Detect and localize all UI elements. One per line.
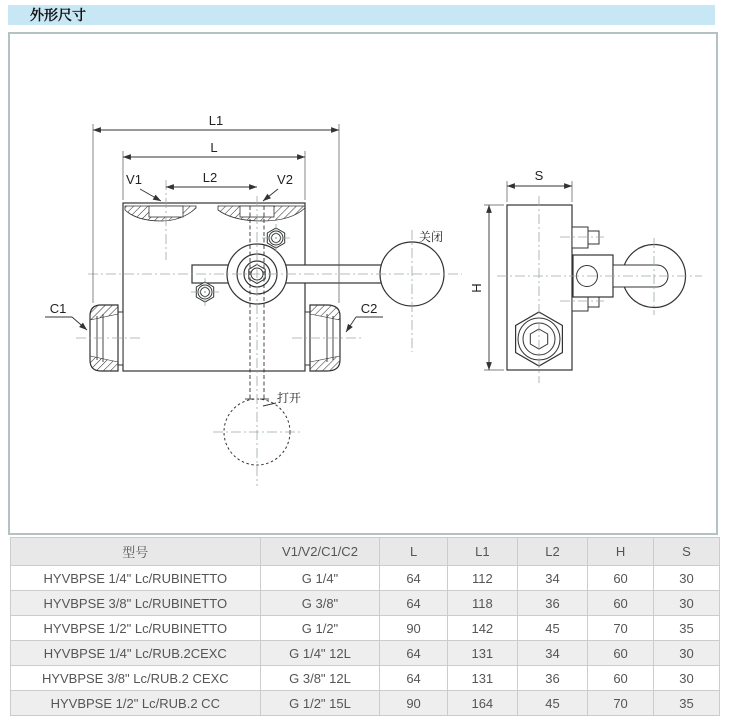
table-row [11,616,720,641]
dim-label-l2: L2 [202,170,218,185]
table-cell: G 3/8" [260,591,380,616]
table-cell: 34 [517,641,587,666]
table-row [11,691,720,716]
table-cell: 64 [380,641,447,666]
dim-label-s: S [534,168,544,183]
table-cell: 30 [654,641,720,666]
table-cell: 142 [447,616,517,641]
front-view [90,203,444,465]
table-row [11,591,720,616]
table-cell: G 1/2" 15L [260,691,380,716]
port-label-c2: C2 [360,301,378,316]
table-cell: G 3/8" 12L [260,666,380,691]
table-header-cell: L2 [517,538,587,566]
table-cell: 70 [588,616,654,641]
table-cell: 118 [447,591,517,616]
table-cell: 34 [517,566,587,591]
port-label-v1: V1 [126,172,142,187]
table-cell: G 1/4" [260,566,380,591]
table-cell: 90 [380,691,447,716]
table-cell: G 1/2" [260,616,380,641]
table-header-cell: H [588,538,654,566]
table-cell: 60 [588,641,654,666]
table-cell: 64 [380,591,447,616]
table-cell: HYVBPSE 1/2" Lc/RUB.2 CC [11,691,261,716]
state-label-open: 打开 [277,391,302,405]
table-cell: 45 [517,616,587,641]
state-label-closed: 关闭 [419,230,444,244]
table-cell: 64 [380,566,447,591]
port-label-v2: V2 [277,172,293,187]
table-cell: 45 [517,691,587,716]
table-cell: 60 [588,566,654,591]
table-cell: 64 [380,666,447,691]
table-cell: 112 [447,566,517,591]
table-header-cell: V1/V2/C1/C2 [260,538,380,566]
table-header-row [11,538,720,566]
drawing-panel [8,32,718,535]
table-cell: HYVBPSE 3/8" Lc/RUBINETTO [11,591,261,616]
table-cell: HYVBPSE 3/8" Lc/RUB.2 CEXC [11,666,261,691]
dim-label-h: H [469,283,484,293]
table-cell: G 1/4" 12L [260,641,380,666]
table-header-cell: L1 [447,538,517,566]
table-cell: 35 [654,691,720,716]
dimension-drawing [10,34,716,533]
table-cell: HYVBPSE 1/4" Lc/RUBINETTO [11,566,261,591]
table-header-cell: S [654,538,720,566]
table-cell: 30 [654,666,720,691]
section-header-bar [8,5,715,25]
dim-label-l1: L1 [208,113,224,128]
table-cell: 90 [380,616,447,641]
table-cell: 131 [447,641,517,666]
side-view [507,205,686,370]
mount-tab-top [572,227,599,248]
dim-label-l: L [210,140,218,155]
table-cell: 60 [588,591,654,616]
table-row [11,566,720,591]
table-cell: 131 [447,666,517,691]
table-row [11,666,720,691]
page-title: 外形尺寸 [30,7,86,23]
table-cell: 36 [517,591,587,616]
table-cell: 30 [654,591,720,616]
table-row [11,641,720,666]
port-label-c1: C1 [49,301,67,316]
table-cell: HYVBPSE 1/4" Lc/RUB.2CEXC [11,641,261,666]
table-cell: 30 [654,566,720,591]
table-header-cell: 型号 [11,538,261,566]
table-cell: 36 [517,666,587,691]
table-header-cell: L [380,538,447,566]
table-cell: 164 [447,691,517,716]
table-cell: 60 [588,666,654,691]
table-cell: 35 [654,616,720,641]
table-cell: 70 [588,691,654,716]
spec-table [10,537,720,716]
table-cell: HYVBPSE 1/2" Lc/RUBINETTO [11,616,261,641]
